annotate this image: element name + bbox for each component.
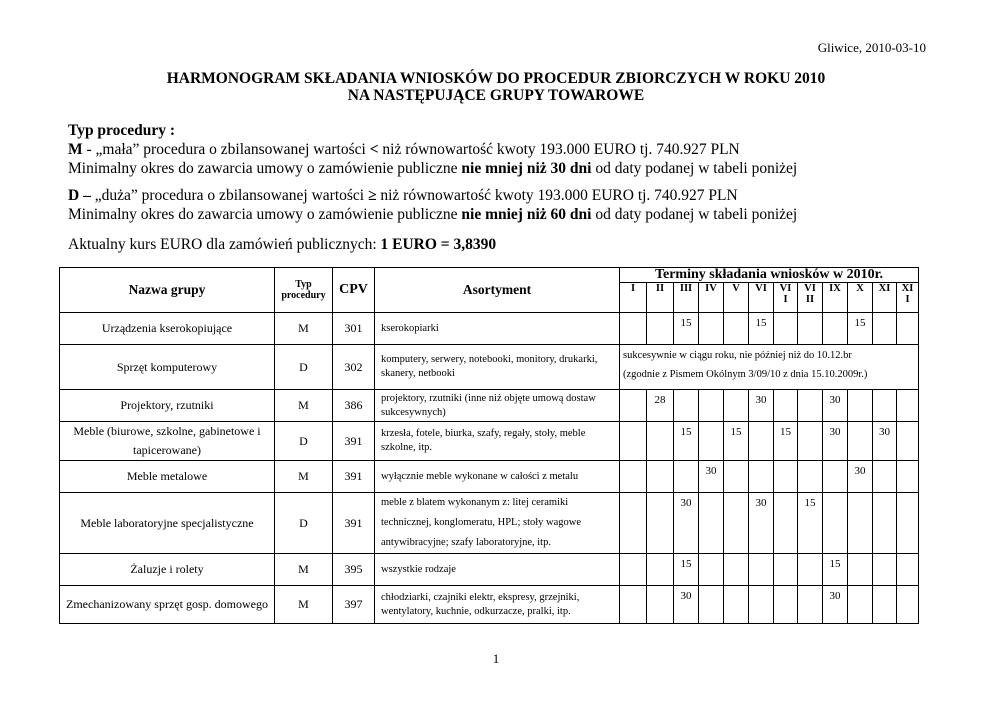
deadline-cell [774,554,798,586]
deadline-cell [647,586,674,624]
deadline-cell [798,390,823,422]
deadline-note-line2: (zgodnie z Pismem Okólnym 3/09/10 z dnia 15.10.2009r.) [623,369,868,380]
deadline-cell [620,586,647,624]
deadline-cell [647,422,674,461]
deadline-cell [699,586,724,624]
table-row [60,390,919,422]
procedure-m-min-after: od daty podanej w tabeli poniżej [591,160,798,177]
deadline-cell [774,390,798,422]
procedure-m-line [68,140,948,159]
procedure-d-min-after: od daty podanej w tabeli poniżej [591,206,798,223]
group-name-cell: Żaluzje i rolety [60,554,275,586]
deadline-cell: 15 [798,493,823,554]
procedure-description [68,121,948,254]
month-header-line1: I [630,283,636,294]
deadline-cell [724,554,749,586]
deadline-cell [724,461,749,493]
procedure-d-letter: D – [68,187,91,204]
cpv-cell: 302 [333,345,375,390]
procedure-type-cell: M [275,461,333,493]
deadline-cell: 30 [749,390,774,422]
assortment-cell: krzesła, fotele, biurka, szafy, regały, stoły, meble szkolne, itp. [375,422,620,461]
deadline-cell: 30 [823,586,848,624]
deadline-cell [647,554,674,586]
deadline-cell [823,461,848,493]
procedure-m-text-after: niż równowartość kwoty 193.000 EURO tj. 740.927 PLN [378,141,740,158]
assortment-cell: meble z blatem wykonanym z: litej ceramiki technicznej, konglomeratu, HPL; stoły wagowe antywibracyjne; szafy laboratoryjne, itp. [375,493,620,554]
deadline-cell [774,493,798,554]
cpv-cell: 386 [333,390,375,422]
month-header-line1: X [856,283,864,294]
deadline-cell: 15 [724,422,749,461]
deadline-cell [848,554,873,586]
column-header-cpv: CPV [333,268,375,313]
month-header-line2: I [905,294,910,305]
month-header-line1: V [732,283,740,294]
deadline-cell [699,493,724,554]
deadline-cell [798,422,823,461]
table-row [60,313,919,345]
deadline-cell [897,554,919,586]
procedure-d-min-text: Minimalny okres do zawarcia umowy o zamówienie publiczne [68,206,462,223]
deadline-cell [674,461,699,493]
deadline-cell [897,390,919,422]
table-row [60,493,919,554]
month-header [620,283,647,313]
deadline-cell [798,554,823,586]
procedure-d-text: „duża” procedura o zbilansowanej wartości [90,187,368,204]
deadline-cell [749,554,774,586]
deadline-cell: 15 [749,313,774,345]
assortment-cell: wszystkie rodzaje [375,554,620,586]
procedure-d-text-after: niż równowartość kwoty 193.000 EURO tj. 740.927 PLN [376,187,738,204]
deadline-cell: 30 [823,390,848,422]
procedure-type-cell: D [275,422,333,461]
document-title [0,70,992,104]
procedure-m-min-text: Minimalny okres do zawarcia umowy o zamówienie publiczne [68,160,462,177]
table-row [60,345,919,390]
deadline-cell: 30 [674,493,699,554]
deadline-cell [798,586,823,624]
procedure-d-sign: ≥ [367,187,377,204]
month-header-line1: XI [901,283,914,294]
cpv-cell: 301 [333,313,375,345]
deadline-cell [823,313,848,345]
deadline-cell [724,586,749,624]
deadline-cell [873,461,897,493]
month-header [674,283,699,313]
assortment-cell: kserokopiarki [375,313,620,345]
cpv-cell: 391 [333,493,375,554]
table-row [60,461,919,493]
deadline-cell [674,390,699,422]
table-row [60,586,919,624]
column-header-type-line2: procedury [281,290,326,301]
cpv-cell: 391 [333,422,375,461]
deadline-cell [647,461,674,493]
month-header-line1: XI [878,283,891,294]
deadline-cell [620,554,647,586]
deadline-cell [647,313,674,345]
deadline-cell [873,554,897,586]
deadline-cell [647,493,674,554]
month-header-line1: IV [705,283,717,294]
deadline-cell: 15 [674,554,699,586]
procedure-type-label: Typ procedury : [68,122,176,139]
deadline-cell: 15 [674,422,699,461]
assortment-cell: chłodziarki, czajniki elektr, ekspresy, grzejniki, wentylatory, kuchnie, odkurzacze, pralki, itp. [375,586,620,624]
euro-rate-line [68,235,948,254]
assortment-cell: projektory, rzutniki (inne niż objęte umową dostaw sukcesywnych) [375,390,620,422]
deadline-cell: 30 [823,422,848,461]
procedure-d-min-days: nie mniej niż 60 dni [461,206,592,223]
procedure-type-cell: M [275,554,333,586]
deadline-cell [699,554,724,586]
deadline-cell [798,461,823,493]
deadline-cell [620,493,647,554]
deadline-cell [620,390,647,422]
month-header-line1: IX [829,283,841,294]
procedure-m-letter: M [68,141,83,158]
column-header-name: Nazwa grupy [60,268,275,313]
deadline-cell [774,313,798,345]
cpv-cell: 397 [333,586,375,624]
cpv-cell: 391 [333,461,375,493]
deadline-cell [897,422,919,461]
month-header [699,283,724,313]
deadline-cell [774,461,798,493]
deadline-cell [873,313,897,345]
deadline-cell: 30 [699,461,724,493]
deadline-cell [724,313,749,345]
month-header [848,283,873,313]
deadline-cell [823,493,848,554]
deadline-cell: 28 [647,390,674,422]
month-header-line1: VI [804,283,816,294]
title-line-1: HARMONOGRAM SKŁADANIA WNIOSKÓW DO PROCEDUR ZBIORCZYCH W ROKU 2010 [166,70,826,87]
deadline-cell [897,461,919,493]
month-header-line1: VI [755,283,767,294]
deadline-cell [873,493,897,554]
deadline-cell [749,586,774,624]
deadline-note-line1: sukcesywnie w ciągu roku, nie później niż do 10.12.br [623,350,852,361]
month-header [647,283,674,313]
euro-rate-value: 1 EURO = 3,8390 [380,236,497,253]
deadline-cell [699,390,724,422]
title-line-2: NA NASTĘPUJĄCE GRUPY TOWAROWE [347,87,645,104]
month-header [897,283,919,313]
table-row [60,554,919,586]
group-name-cell: Urządzenia kserokopiujące [60,313,275,345]
deadline-cell: 15 [774,422,798,461]
deadline-cell [798,313,823,345]
deadline-cell [897,493,919,554]
deadline-cell [897,586,919,624]
procedure-d-line [68,186,948,205]
deadline-cell [848,422,873,461]
month-header-line1: III [679,283,693,294]
group-name-cell: Meble metalowe [60,461,275,493]
deadline-cell [873,390,897,422]
assortment-cell: wyłącznie meble wykonane w całości z metalu [375,461,620,493]
month-header-line1: VI [779,283,792,294]
deadline-cell [873,586,897,624]
deadline-cell: 15 [823,554,848,586]
month-header [774,283,798,313]
month-header [873,283,897,313]
euro-rate-label: Aktualny kurs EURO dla zamówień publicznych: [68,236,381,253]
procedure-m-min-days: nie mniej niż 30 dni [461,160,592,177]
procedure-type-cell: D [275,493,333,554]
deadline-cell: 30 [848,461,873,493]
deadline-cell [699,422,724,461]
deadline-cell [620,461,647,493]
deadline-cell [724,390,749,422]
month-header-line2: II [805,294,815,305]
column-header-type [275,268,333,313]
deadline-cell [724,493,749,554]
month-header [823,283,848,313]
month-header [749,283,774,313]
group-name-cell: Zmechanizowany sprzęt gosp. domowego [60,586,275,624]
group-name-cell: Projektory, rzutniki [60,390,275,422]
column-header-deadlines: Terminy składania wniosków w 2010r. [620,268,919,283]
deadline-cell [848,390,873,422]
month-header [798,283,823,313]
deadline-cell: 30 [674,586,699,624]
month-header [724,283,749,313]
deadline-cell [620,422,647,461]
column-header-assortment: Asortyment [375,268,620,313]
procedure-type-cell: M [275,586,333,624]
assortment-cell: komputery, serwery, notebooki, monitory, drukarki, skanery, netbooki [375,345,620,390]
deadline-note-cell [620,345,919,390]
deadline-cell: 30 [873,422,897,461]
schedule-table [59,267,919,624]
procedure-type-cell: M [275,313,333,345]
deadline-cell [897,313,919,345]
deadline-cell: 30 [749,493,774,554]
procedure-m-minimum [68,159,948,178]
document-date: Gliwice, 2010-03-10 [817,40,926,55]
deadline-cell [749,461,774,493]
procedure-d-minimum [68,205,948,224]
deadline-cell: 15 [674,313,699,345]
procedure-m-sign: < [369,141,379,158]
deadline-cell [620,313,647,345]
month-header-line1: II [655,283,665,294]
deadline-cell [848,493,873,554]
deadline-cell [774,586,798,624]
procedure-type-cell: D [275,345,333,390]
procedure-m-text: - „mała” procedura o zbilansowanej wartości [82,141,370,158]
table-row [60,422,919,461]
group-name-cell: Sprzęt komputerowy [60,345,275,390]
page-number: 1 [492,651,500,666]
group-name-cell: Meble (biurowe, szkolne, gabinetowe i tapicerowane) [60,422,275,461]
deadline-cell [699,313,724,345]
deadline-cell: 15 [848,313,873,345]
month-header-line2: I [783,294,788,305]
column-header-type-line1: Typ [295,279,312,290]
deadline-cell [749,422,774,461]
cpv-cell: 395 [333,554,375,586]
deadline-cell [848,586,873,624]
group-name-cell: Meble laboratoryjne specjalistyczne [60,493,275,554]
procedure-type-cell: M [275,390,333,422]
